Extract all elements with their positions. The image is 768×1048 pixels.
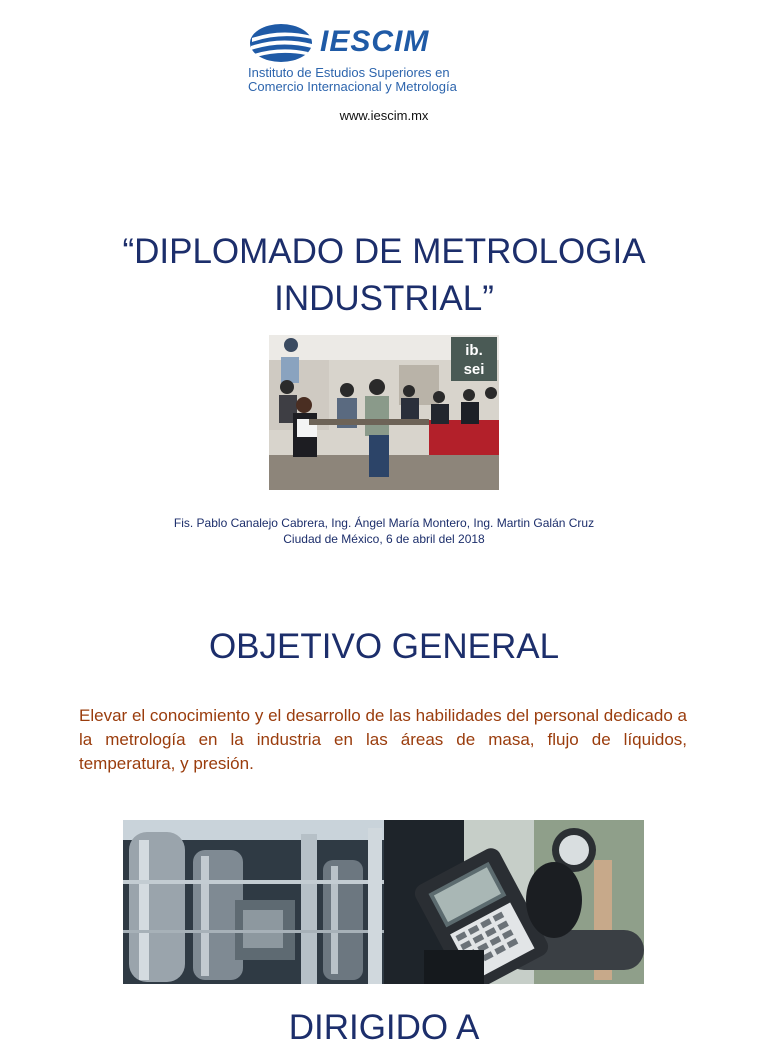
title-line1: “DIPLOMADO DE METROLOGIA bbox=[122, 232, 646, 271]
handheld-calibrator-photo bbox=[384, 820, 644, 984]
logo-subtitle-line2: Comercio Internacional y Metrología bbox=[248, 79, 457, 94]
document-title bbox=[60, 228, 708, 322]
objective-paragraph: Elevar el conocimiento y el desarrollo de las habilidades del personal dedicado a la metrología en la industria en las áreas de masa, flujo de líquidos, temperatura, y presión. bbox=[79, 706, 687, 773]
logo-wordmark: IESCIM bbox=[320, 25, 430, 58]
section-heading-objective: OBJETIVO GENERAL bbox=[208, 627, 560, 666]
logo-subtitle bbox=[248, 66, 508, 94]
classroom-badge-line2: sei bbox=[463, 361, 485, 378]
logo-subtitle-line1: Instituto de Estudios Superiores en bbox=[248, 65, 450, 80]
classroom-photo bbox=[269, 335, 499, 490]
iescim-logo bbox=[248, 22, 508, 96]
section-heading-audience: DIRIGIDO A bbox=[288, 1008, 480, 1047]
place-date-line: Ciudad de México, 6 de abril del 2018 bbox=[283, 532, 485, 546]
classroom-badge-line1: ib. bbox=[465, 342, 483, 359]
industrial-tanks-photo bbox=[123, 820, 385, 984]
globe-swoosh-icon bbox=[248, 22, 314, 64]
authors-block bbox=[0, 515, 768, 547]
website-url[interactable]: www.iescim.mx bbox=[339, 108, 429, 123]
title-line2: INDUSTRIAL” bbox=[274, 279, 494, 318]
authors-line: Fis. Pablo Canalejo Cabrera, Ing. Ángel María Montero, Ing. Martin Galán Cruz bbox=[173, 516, 595, 530]
